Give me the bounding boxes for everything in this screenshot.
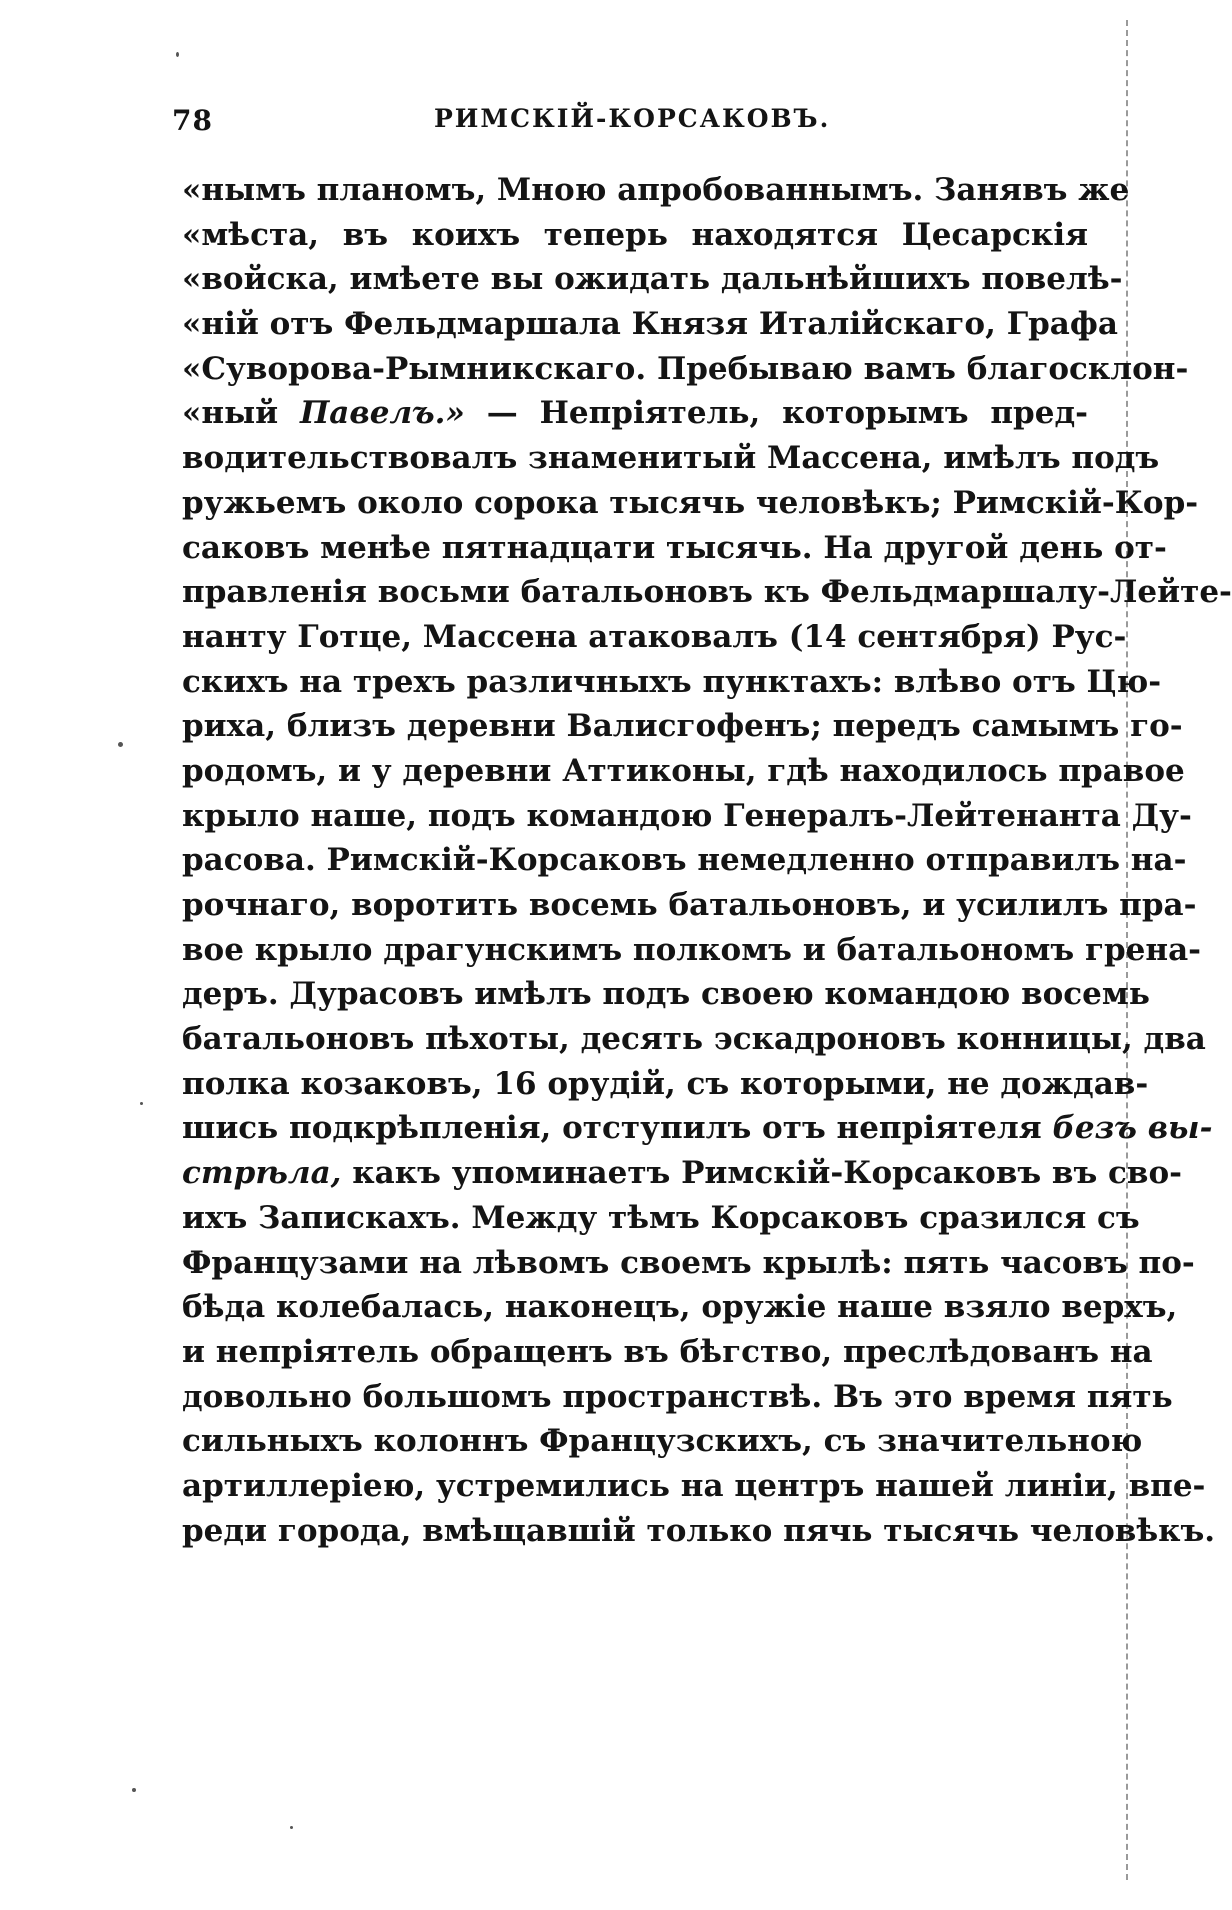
text-line: нанту Готце, Массена атаковалъ (14 сентября) Рус- <box>182 618 1127 655</box>
text-line: риха, близъ деревни Валисгофенъ; передъ самымъ го- <box>182 708 1183 745</box>
text-line: сильныхъ колоннъ Французскихъ, съ значительною <box>182 1423 1143 1460</box>
text-line: бѣда колебалась, наконецъ, оружіе наше взяло верхъ, <box>182 1289 1178 1326</box>
scan-speck <box>290 1826 293 1829</box>
text-line: родомъ, и у деревни Аттиконы, гдѣ находилось правое <box>182 752 1185 789</box>
text-line: деръ. Дурасовъ имѣлъ подъ своею командою восемь <box>182 976 1150 1013</box>
running-head: РИМСКІЙ-КОРСАКОВЪ. <box>434 104 831 133</box>
scan-speck <box>176 52 179 57</box>
text-line: батальоновъ пѣхоты, десять эскадроновъ конницы, два <box>182 1021 1206 1058</box>
text-line: реди города, вмѣщавшій только пячь тысячь человѣкъ. <box>182 1512 1216 1549</box>
scan-speck <box>118 742 123 747</box>
text-fragment: шись подкрѣпленія, отступилъ отъ непріятеля <box>182 1110 1042 1147</box>
text-line-with-italic <box>182 1106 1213 1151</box>
text-line: «Суворова-Рымникскаго. Пребываю вамъ благосклон- <box>182 350 1189 387</box>
text-line: «нымъ планомъ, Мною апробованнымъ. Занявъ же <box>182 172 1130 208</box>
page-header <box>172 104 1052 144</box>
page-number: 78 <box>172 104 213 137</box>
text-line: «войска, имѣете вы ожидать дальнѣйшихъ повелѣ- <box>182 261 1123 298</box>
text-line: крыло наше, подъ командою Генералъ-Лейтенанта Ду- <box>182 797 1192 834</box>
text-fragment: «ный <box>182 395 279 432</box>
text-line: артиллеріею, устремились на центръ нашей линіи, впе- <box>182 1467 1206 1504</box>
text-line: «ній отъ Фельдмаршала Князя Италійскаго, Графа <box>182 306 1118 343</box>
body-text <box>182 168 1232 1553</box>
text-line: ихъ Запискахъ. Между тѣмъ Корсаковъ сразился съ <box>182 1199 1140 1236</box>
text-line: полка козаковъ, 16 орудій, съ которыми, не дождав- <box>182 1065 1149 1102</box>
italic-phrase: стрѣла, <box>182 1155 342 1192</box>
text-line: водительствовалъ знаменитый Массена, имѣлъ подъ <box>182 440 1160 477</box>
italic-phrase: безъ вы- <box>1052 1110 1213 1147</box>
text-line: рочнаго, воротить восемь батальоновъ, и усилилъ пра- <box>182 887 1197 923</box>
signature-italic: Павелъ.» <box>300 395 465 432</box>
text-fragment: — Непріятель, которымъ пред- <box>486 395 1088 432</box>
text-line-with-italic <box>182 1151 1182 1196</box>
text-line: расова. Римскій-Корсаковъ немедленно отправилъ на- <box>182 842 1187 879</box>
text-line: Французами на лѣвомъ своемъ крылѣ: пять часовъ по- <box>182 1244 1195 1281</box>
text-fragment: какъ упоминаетъ Римскій-Корсаковъ въ сво- <box>352 1155 1182 1192</box>
text-line: довольно большомъ пространствѣ. Въ это время пять <box>182 1378 1173 1415</box>
text-line: скихъ на трехъ различныхъ пунктахъ: влѣво отъ Цю- <box>182 663 1162 700</box>
text-line: ружьемъ около сорока тысячь человѣкъ; Римскій-Кор- <box>182 484 1199 521</box>
text-line: правленія восьми батальоновъ къ Фельдмаршалу-Лейте- <box>182 574 1232 611</box>
text-line: и непріятель обращенъ въ бѣгство, преслѣдованъ на <box>182 1333 1153 1370</box>
text-line-signature <box>182 391 1088 436</box>
scan-speck <box>132 1788 136 1792</box>
text-line: вое крыло драгунскимъ полкомъ и батальономъ грена- <box>182 931 1202 968</box>
text-line: саковъ менѣе пятнадцати тысячь. На другой день от- <box>182 529 1167 566</box>
scan-speck <box>140 1102 143 1105</box>
text-line: «мѣста, въ коихъ теперь находятся Цесарскія <box>182 216 1088 253</box>
